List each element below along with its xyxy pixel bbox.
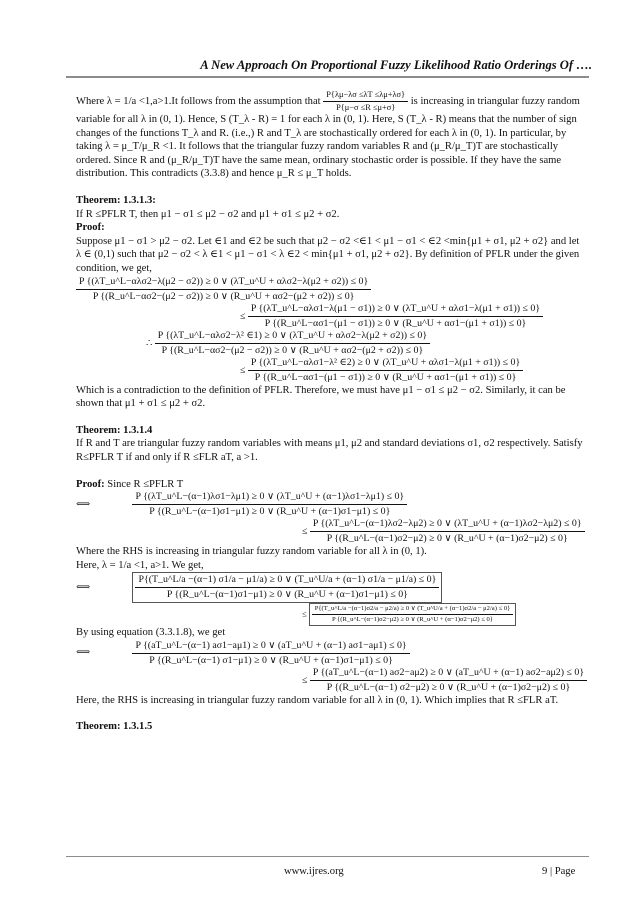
- proof-label: Proof:: [76, 222, 105, 234]
- equation-c: ∴ $\frac{\text{P \{(λT\_u\textasciicircum{}L−αλσ2−λ² ∈1) ≥ 0 ∨ (λT\_u\textasciicircum{}U + αλσ2−λ(μ2 + σ2)) ≤ 0\}}}{P \{(R\_u\^{}L-\alpha\sigma 2-(\mu 2 - \sigma 2)) \ge 0 \vee (R\_u\^{}U + \alpha\sigma 2-(\mu 2 + \sigma 2)) \le 0\}}$: [146, 330, 586, 357]
- theorem-title: Theorem: 1.3.1.4: [76, 424, 153, 436]
- rhs-conclusion-text: Here, the RHS is increasing in triangular fuzzy random variable for all λ in (0, 1). Which implies that R ≤FLR aT.: [76, 694, 559, 706]
- equation-b: ≤ P {(λT_u^L−αλσ1−λ(μ1 − σ1)) ≥ 0 ∨ (λT_u^U + αλσ1−λ(μ1 + σ1)) ≤ 0} P {(R_u^L−ασ1−(μ1 − σ1)) ≥ 0 ∨ (R_u^U + ασ1−(μ1 + σ1)) ≤ 0}: [240, 303, 586, 330]
- page-body: [76, 90, 586, 734]
- footer-rule: [66, 856, 589, 857]
- theorem-title: Theorem: 1.3.1.5: [76, 721, 153, 733]
- theorem-statement: If R and T are triangular fuzzy random variables with means μ1, μ2 and standard deviations σ1, σ2 respectively. Satisfy R≤PFLR T if and only if R ≤FLR aT, a >1.: [76, 438, 583, 463]
- equation-e: ⟺ $\frac{P \{(\lambda T\_u\^{}L-(\alpha-1)\lambda\sigma 1-\lambda\mu 1) \ge 0 \vee (\lambda T\_u\^{}U + (\alpha-1)\lambda\sigma 1-\lambda\mu 1) \le 0\}}{P \{(R\_u\^{}L-(\alpha-1)\sigma 1-\mu 1) \ge 0 \vee (R\_u\^{}U + (\alpha-1)\sigma 1-\mu 1) \le 0\}}$: [76, 491, 586, 518]
- page-number: 9 | Page: [542, 866, 576, 877]
- theorem-statement: If R ≤PFLR T, then μ1 − σ1 ≤ μ2 − σ2 and μ1 + σ1 ≤ μ2 + σ2.: [76, 208, 340, 220]
- equation-j: ≤ P {(aT_u^L−(α−1) aσ2−aμ2) ≥ 0 ∨ (aT_u^U + (α−1) aσ2−aμ2) ≤ 0} P {(R_u^L−(α−1) σ2−μ2) ≥ 0 ∨ (R_u^U + (α−1)σ2−μ2) ≤ 0}: [302, 667, 586, 694]
- equation-d: ≤ $\frac{\text{P \{(λT\_u\textasciicircum{}L−αλσ1−λ² ∈2) ≥ 0 ∨ (λT\_u\textasciicircum{}U + αλσ1−λ(μ1 + σ1)) ≤ 0\}}}{P \{(R\_u\^{}L-\alpha\sigma 1-(\mu 1 - \sigma 1)) \ge 0 \vee (R\_u\^{}U + \alpha\sigma 1-(\mu 1 + \sigma 1)) \le 0\}}$: [240, 357, 586, 384]
- contradiction-text: Which is a contradiction to the definition of PFLR. Therefore, we must have μ1 − σ1 ≤ μ2 − σ2. Similarly, it can be shown that μ1 + σ1 ≤ μ2 + σ2.: [76, 384, 566, 410]
- theorem-title: Theorem: 1.3.1.3:: [76, 194, 156, 206]
- assumption-fraction: $\frac{P\{\lambda\mu-\lambda\sigma \le\lambda T \le\lambda\mu+\lambda\sigma\}}{P\{\mu-\sigma \le R \le\mu+\sigma\}}$: [323, 90, 408, 113]
- running-header: A New Approach On Proportional Fuzzy Likelihood Ratio Orderings Of ….: [200, 58, 592, 72]
- equation-h: ≤ P{(T_u^L/a −(α−1)σ2/a − μ2/a) ≥ 0 ∨ (T_u^U/a + (α−1)σ2/a − μ2/a) ≤ 0} P {(R_u^L−(α−1)σ2−μ2) ≥ 0 ∨ (R_u^U + (α−1)σ2−μ2) ≤ 0}: [302, 603, 586, 626]
- equation-i: ⟺ P {(aT_u^L−(α−1) aσ1−aμ1) ≥ 0 ∨ (aT_u^U + (α−1) aσ1−aμ1) ≤ 0} P {(R_u^L−(α−1) σ1−μ1) ≥ 0 ∨ (R_u^U + (α−1)σ1−μ1) ≤ 0}: [76, 640, 586, 667]
- rhs-text: Where the RHS is increasing in triangular fuzzy random variable for all λ in (0, 1).: [76, 546, 427, 558]
- paragraph-assumption: Where λ = 1/a <1,a>1.It follows from the assumption that $\frac{P\{\lambda\mu-\lambda\sigma \le\lambda T \le\lambda\mu+\lambda\sigma\}}{P\{\mu-\sigma \le R \le\mu+\sigma\}}$ is increasing in triangular fuzzy random variable for all λ in (0, 1). Hence, S (T_λ - R) = 1 for each λ in (0, 1). Here, S (T_λ - R) means that the number of sign changes of the functions T_λ and R. (i.e.,) R and T_λ are stochastically ordered for each λ in (0, 1). In particular, by taking λ = μ_T/μ_R <1. It follows that the triangular fuzzy random variables R and (μ_R/μ_T)T are stochastically ordered. Since R and (μ_R/μ_T)T have the same mean, ordinary stochastic order is possible. If they have the same distribution. This contradicts (3.3.8) and hence μ_R ≤ μ_T holds.: [76, 90, 580, 180]
- header-rule: [66, 76, 589, 78]
- using-equation-text: By using equation (3.3.1.8), we get: [76, 627, 226, 639]
- equation-g: ⟺ P{(T_u^L/a −(α−1) σ1/a − μ1/a) ≥ 0 ∨ (T_u^U/a + (α−1) σ1/a − μ1/a) ≤ 0} P {(R_u^L−(α−1)σ1−μ1) ≥ 0 ∨ (R_u^U + (α−1)σ1−μ1) ≤ 0}: [76, 572, 586, 603]
- proof-text: Suppose μ1 − σ1 > μ2 − σ2. Let ∈1 and ∈2 be such that μ2 − σ2 <∈1 < μ1 − σ1 < ∈2 <min{μ1 + σ1, μ2 + σ2} and let λ ∈ (0,1) such that μ2 − σ2 < λ ∈1 < μ1 − σ1 < λ ∈2 < min{μ1 + σ1, μ2 + σ2}. By definition of PFLR under the given condition, we get,: [76, 235, 580, 274]
- equation-a: P {(λT_u^L−αλσ2−λ(μ2 − σ2)) ≥ 0 ∨ (λT_u^U + αλσ2−λ(μ2 + σ2)) ≤ 0} P {(R_u^L−ασ2−(μ2 − σ2)) ≥ 0 ∨ (R_u^U + ασ2−(μ2 + σ2)) ≤ 0}: [76, 276, 586, 303]
- footer-url: www.ijres.org: [284, 866, 344, 877]
- equation-f: ≤ $\frac{P \{(\lambda T\_u\^{}L-(\alpha-1)\lambda\sigma 2-\lambda\mu 2) \ge 0 \vee (\lambda T\_u\^{}U + (\alpha-1)\lambda\sigma 2-\lambda\mu 2) \le 0\}}{P \{(R\_u\^{}L-(\alpha-1)\sigma 2-\mu 2) \ge 0 \vee (R\_u\^{}U + (\alpha-1)\sigma 2-\mu 2) \le 0\}}$: [302, 518, 586, 545]
- lambda-text: Here, λ = 1/a <1, a>1. We get,: [76, 559, 204, 571]
- proof-opening: Proof: Since R ≤PFLR T: [76, 478, 184, 490]
